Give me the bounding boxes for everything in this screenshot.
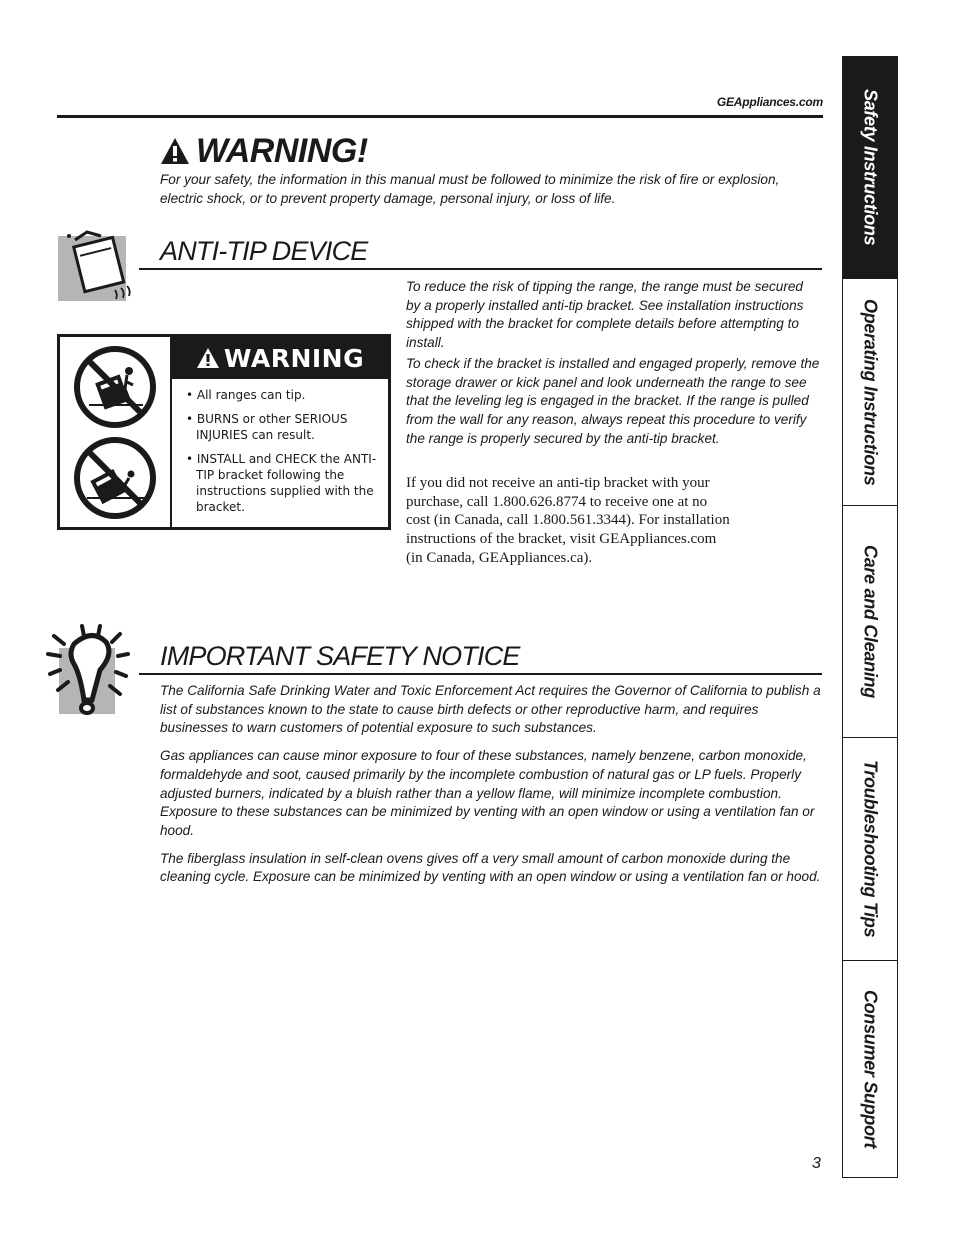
no-climbing-icon: [71, 434, 159, 522]
tab-consumer-support[interactable]: [842, 960, 898, 1178]
tab-care-and-cleaning[interactable]: [842, 505, 898, 738]
no-tipping-icon: [71, 343, 159, 431]
tab-operating-instructions[interactable]: [842, 278, 898, 506]
contact-line: instructions of the bracket, visit GEAppliances.com: [406, 531, 717, 548]
label-item: • BURNS or other SERIOUS INJURIES can result.: [186, 412, 348, 442]
safety-notice-paragraph: The fiberglass insulation in self-clean ovens gives off a very small amount of carbon monoxide during the cleaning cycle. Exposure can be minimized by venting with an open window or using a ventilation fan or hood.: [160, 850, 821, 885]
warning-triangle-icon: [160, 137, 190, 165]
label-heading: [172, 337, 388, 379]
warning-title-text: WARNING!: [196, 132, 368, 170]
anti-tip-paragraph: To check if the bracket is installed and engaged properly, remove the storage drawer or kick panel and look underneath the range to see that the leveling leg is engaged in the bracket. If the range is pulled from the wall for any reason, always repeat this procedure to verify the range is properly secured by the anti-tip bracket.: [406, 355, 820, 446]
tab-label: Care and Cleaning: [860, 545, 881, 698]
site-url: GEAppliances.com: [716, 95, 823, 109]
contact-line: cost (in Canada, call 1.800.561.3344). For installation: [406, 512, 730, 529]
tab-safety-instructions[interactable]: [842, 56, 898, 279]
tab-label: Consumer Support: [860, 989, 881, 1149]
label-item: • All ranges can tip.: [186, 388, 306, 402]
label-icons: [60, 337, 172, 527]
warning-title: [160, 131, 368, 171]
anti-tip-warning-label: [57, 334, 391, 530]
header-rule: [57, 115, 823, 118]
tab-troubleshooting-tips[interactable]: [842, 737, 898, 961]
safety-notice-title: IMPORTANT SAFETY NOTICE: [160, 641, 520, 671]
safety-notice-rule: [139, 673, 822, 675]
anti-tip-instructions: [406, 278, 820, 450]
safety-notice-paragraph: The California Safe Drinking Water and Toxic Enforcement Act requires the Governor of California to publish a list of substances known to the state to cause birth defects or other reproductive harm, and requires businesses to warn customers of potential exposure to such substances.: [160, 683, 821, 736]
tab-label: Operating Instructions: [860, 298, 881, 486]
contact-line: purchase, call 1.800.626.8774 to receive one at no: [406, 493, 708, 510]
contact-line: If you did not receive an anti-tip bracket with your: [406, 475, 710, 491]
anti-tip-contact: [406, 474, 820, 568]
page-number: 3: [812, 1155, 821, 1172]
tab-label: Troubleshooting Tips: [860, 760, 881, 938]
warning-triangle-icon: [196, 347, 220, 369]
label-item: • INSTALL and CHECK the ANTI-TIP bracket following the instructions supplied with the bracket.: [186, 452, 377, 514]
anti-tip-range-icon: [57, 226, 139, 302]
anti-tip-rule: [139, 268, 822, 270]
exclamation-alert-icon: [44, 624, 134, 716]
safety-notice-body: [160, 682, 822, 889]
tab-label: Safety Instructions: [860, 89, 881, 246]
contact-line: (in Canada, GEAppliances.ca).: [406, 549, 593, 566]
anti-tip-title: ANTI-TIP DEVICE: [160, 236, 368, 266]
warning-intro: For your safety, the information in this manual must be followed to minimize the risk of fire or explosion, electric shock, or to prevent property damage, personal injury, or loss of life.: [160, 172, 780, 206]
safety-notice-paragraph: Gas appliances can cause minor exposure to four of these substances, namely benzene, carbon monoxide, formaldehyde and soot, caused primarily by the incomplete combustion of natural gas or LP fuels. Properly adjusted burners, indicated by a bluish rather than a yellow flame, will minimize incomplete combustion. Exposure to these substances can be minimized by venting with an open window or using a ventilation fan or hood.: [160, 748, 815, 838]
label-heading-text: WARNING: [223, 343, 365, 373]
anti-tip-paragraph: To reduce the risk of tipping the range, the range must be secured by a properly installed anti-tip bracket. See installation instructions shipped with the bracket for complete details before attempting to install.: [406, 279, 804, 351]
label-items: [172, 379, 388, 523]
label-content: [172, 337, 388, 527]
